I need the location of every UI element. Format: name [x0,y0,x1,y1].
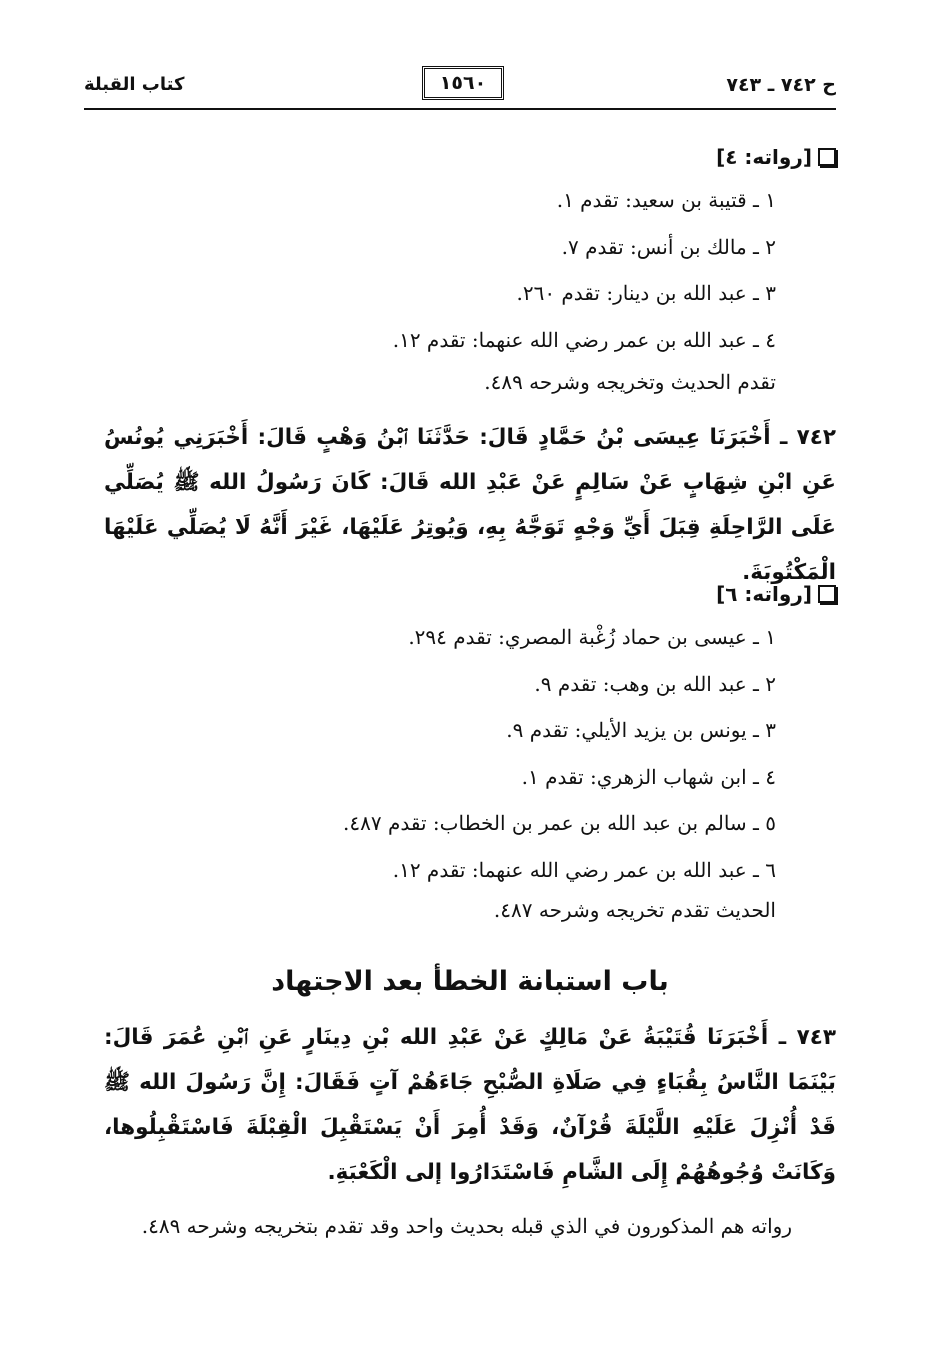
list-item: ٤ ـ عبد الله بن عمر رضي الله عنهما: تقدم ١٢. [392,327,776,352]
narrators-heading-text: [رواته: ٦] [716,582,812,606]
chapter-title: باب استبانة الخطأ بعد الاجتهاد [271,966,669,997]
narrators-heading-1 [716,145,836,169]
list-item: ٢ ـ مالك بن أنس: تقدم ٧. [561,234,776,259]
list-item: ٦ ـ عبد الله بن عمر رضي الله عنهما: تقدم ١٢. [392,857,776,882]
list-item: ٣ ـ يونس بن يزيد الأيلي: تقدم ٩. [506,718,776,742]
list-item: ١ ـ عيسى بن حماد زُغْبة المصري: تقدم ٢٩٤. [408,625,776,649]
list-item: ٢ ـ عبد الله بن وهب: تقدم ٩. [534,671,776,696]
list-item: ٣ ـ عبد الله بن دينار: تقدم ٢٦٠. [516,281,776,305]
hadith-742: ٧٤٢ ـ أَخْبَرَنَا عِيسَى بْنُ حَمَّادٍ قَالَ: حَدَّثَنَا ٱبْنُ وَهْبٍ قَالَ: أَخْبَرَنِي يُونُسُ عَنِ ابْنِ شِهَابٍ عَنْ سَالِمٍ عَنْ عَبْدِ الله قَالَ: كَانَ رَسُولُ الله ﷺ يُصَلِّي عَلَى الرَّاحِلَةِ قِبَلَ أَيِّ وَجْهٍ تَوَجَّهُ بِهِ، وَيُوتِرُ عَلَيْهَا، غَيْرَ أَنَّهُ لَا يُصَلِّي عَلَيْهَا الْمَكْتُوبَةَ. [104,425,836,585]
reference-note-1: تقدم الحديث وتخريجه وشرحه ٤٨٩. [484,370,776,394]
square-bullet-icon [818,585,836,603]
header-rule [84,108,836,110]
closing-note: رواته هم المذكورون في الذي قبله بحديث واحد وقد تقدم بتخريجه وشرحه ٤٨٩. [141,1214,792,1238]
page-number: ١٥٦٠ [422,66,504,100]
list-item: ٥ ـ سالم بن عبد الله بن عمر بن الخطاب: تقدم ٤٨٧. [343,811,776,835]
page-header [84,62,836,106]
narrators-heading-2 [716,582,836,606]
narrators-heading-text: [رواته: ٤] [716,145,812,169]
list-item: ٤ ـ ابن شهاب الزهري: تقدم ١. [521,764,776,789]
book-title: كتاب القبلة [84,74,185,95]
reference-note-2: الحديث تقدم تخريجه وشرحه ٤٨٧. [493,898,776,922]
hadith-743: ٧٤٣ ـ أَخْبَرَنَا قُتَيْبَةُ عَنْ مَالِكٍ عَنْ عَبْدِ الله بْنِ دِينَارٍ عَنِ ٱبْنِ عُمَرَ قَالَ: بَيْنَمَا النَّاسُ بِقُبَاءٍ فِي صَلَاةِ الصُّبْحِ جَاءَهُمْ آتٍ فَقَالَ: إِنَّ رَسُولَ الله ﷺ قَدْ أُنْزِلَ عَلَيْهِ اللَّيْلَةَ قُرْآنٌ، وَقَدْ أُمِرَ أَنْ يَسْتَقْبِلَ الْقِبْلَةَ فَاسْتَقْبِلُوها، وَكَانَتْ وُجُوهُهُمْ إِلَى الشَّامِ فَاسْتَدَارُوا إلى الْكَعْبَةِ. [104,1025,836,1185]
narrators-list-2 [136,617,776,896]
narrators-list-1 [136,180,776,366]
square-bullet-icon [818,148,836,166]
hadith-range: ح ٧٤٢ ـ ٧٤٣ [726,74,836,96]
list-item: ١ ـ قتيبة بن سعيد: تقدم ١. [556,188,776,212]
